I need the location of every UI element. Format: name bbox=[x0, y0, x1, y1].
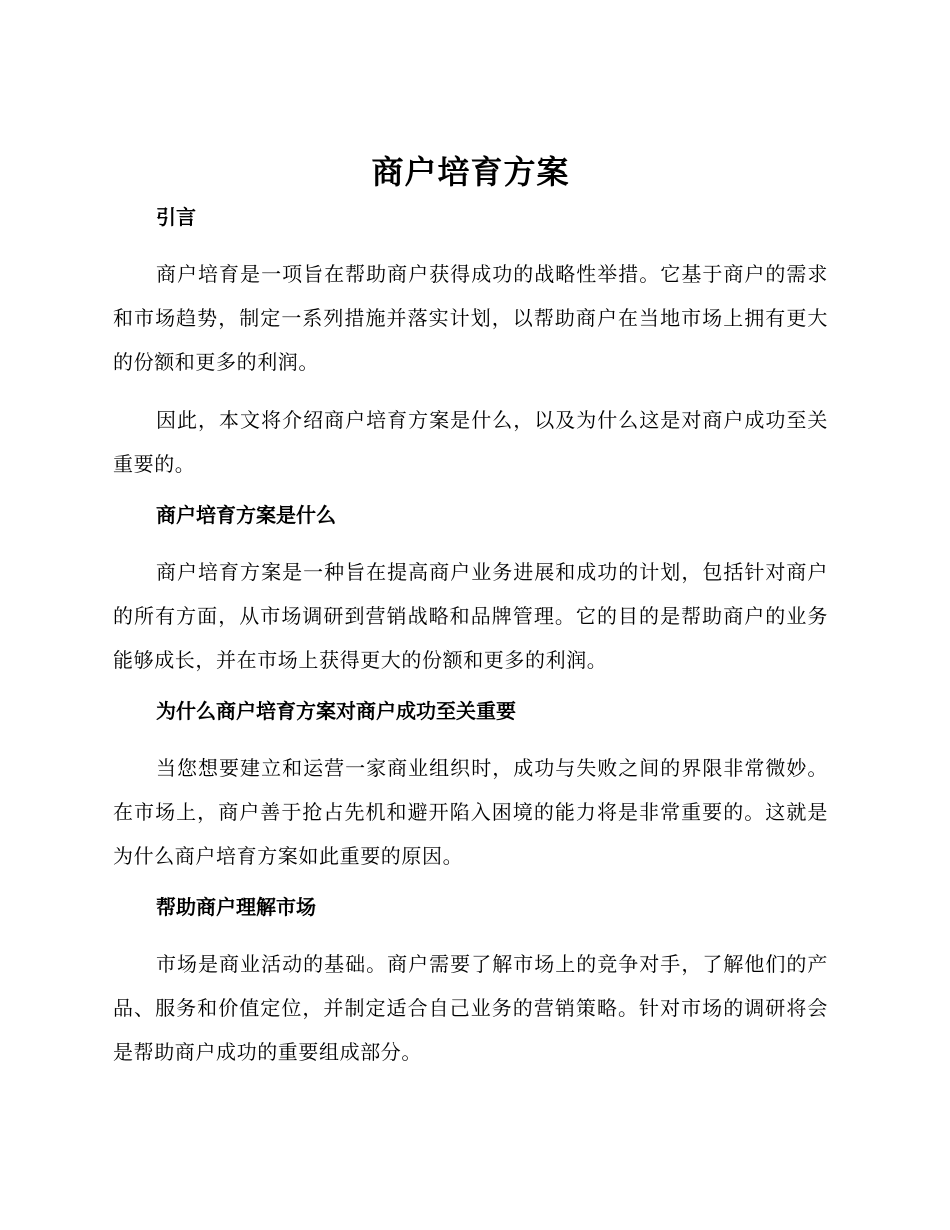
document-title: 商户培育方案 bbox=[371, 153, 570, 191]
section-why-important bbox=[113, 696, 828, 878]
section-heading: 引言 bbox=[156, 205, 196, 229]
paragraph: 因此，本文将介绍商户培育方案是什么，以及为什么这是对商户成功至关重要的。 bbox=[113, 408, 828, 476]
section-introduction bbox=[113, 202, 828, 486]
paragraph: 商户培育方案是一种旨在提高商户业务进展和成功的计划，包括针对商户的所有方面，从市场调研到营销战略和品牌管理。它的目的是帮助商户的业务能够成长，并在市场上获得更大的份额和更多的利润。 bbox=[113, 560, 828, 672]
section-understand-market bbox=[113, 892, 828, 1074]
paragraph: 市场是商业活动的基础。商户需要了解市场上的竞争对手，了解他们的产品、服务和价值定位，并制定适合自己业务的营销策略。针对市场的调研将会是帮助商户成功的重要组成部分。 bbox=[113, 952, 828, 1064]
section-heading: 为什么商户培育方案对商户成功至关重要 bbox=[156, 699, 516, 723]
paragraph: 当您想要建立和运营一家商业组织时，成功与失败之间的界限非常微妙。在市场上，商户善于抢占先机和避开陷入困境的能力将是非常重要的。这就是为什么商户培育方案如此重要的原因。 bbox=[113, 756, 828, 868]
section-heading: 商户培育方案是什么 bbox=[156, 503, 336, 527]
section-heading: 帮助商户理解市场 bbox=[156, 895, 316, 919]
section-what-is bbox=[113, 500, 828, 682]
paragraph: 商户培育是一项旨在帮助商户获得成功的战略性举措。它基于商户的需求和市场趋势，制定一系列措施并落实计划，以帮助商户在当地市场上拥有更大的份额和更多的利润。 bbox=[113, 262, 828, 374]
